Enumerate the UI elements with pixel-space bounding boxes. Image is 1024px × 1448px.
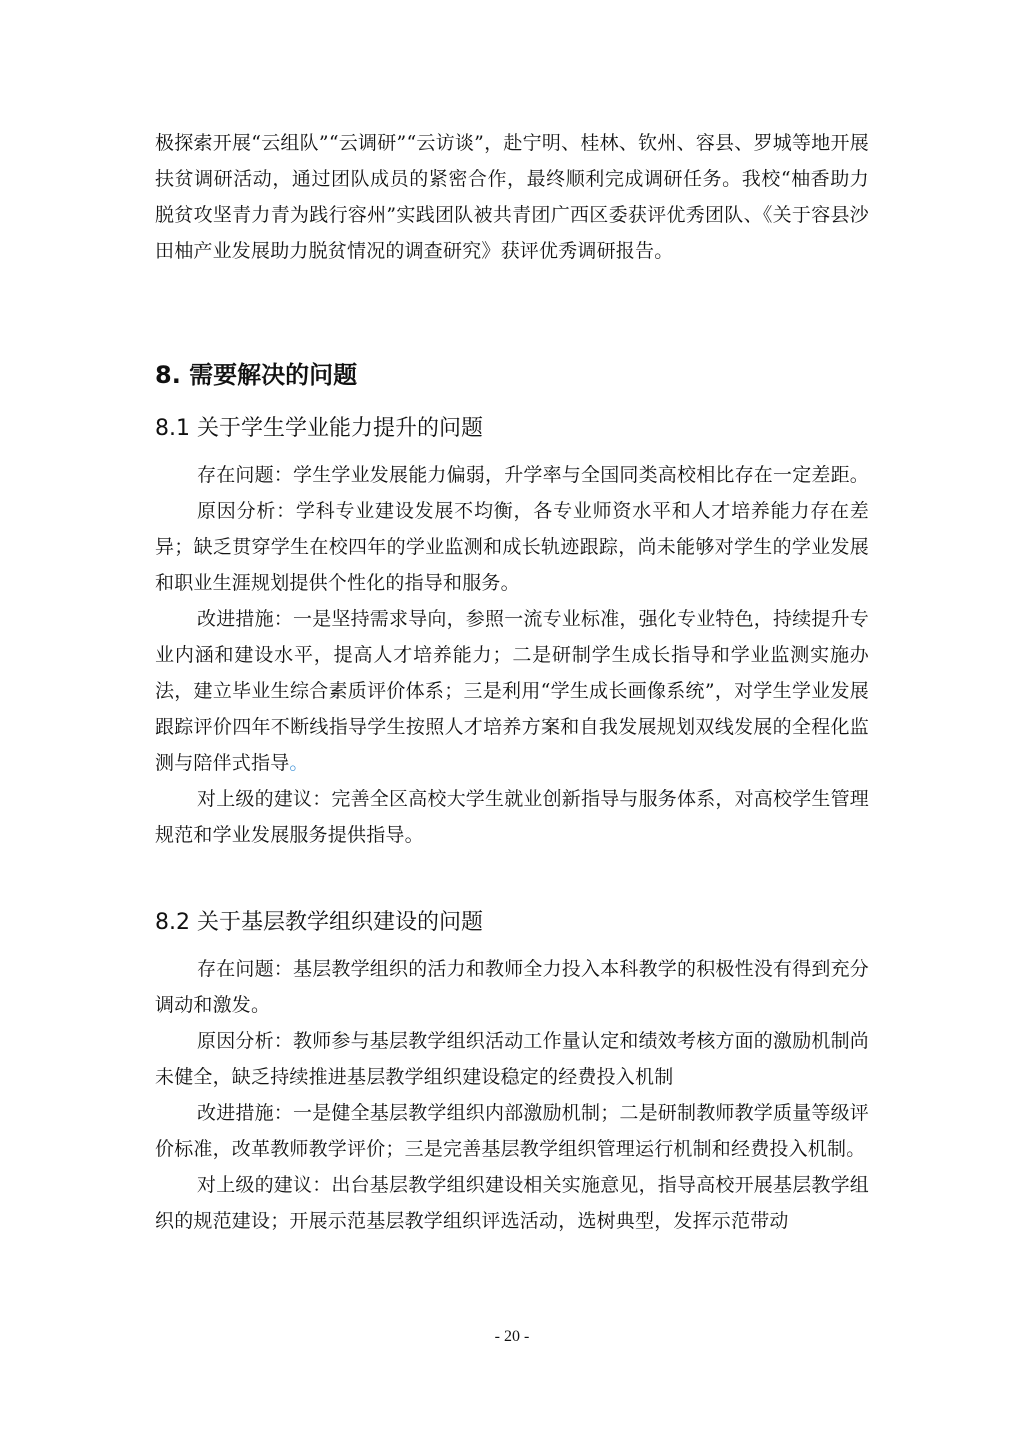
page-number: - 20 -: [494, 1328, 530, 1345]
section-8-1-measures-text: 改进措施：一是坚持需求导向，参照一流专业标准，强化专业特色，持续提升专业内涵和建设水平，提高人才培养能力；二是研制学生成长指导和学业监测实施办法，建立毕业生综合素质评价体系；三是利用“学生成长画像系统”，对学生学业发展跟踪评价四年不断线指导学生按照人才培养方案和自我发展规划双线发展的全程化监测与陪伴式指导: [155, 608, 870, 774]
page-content: [155, 125, 869, 1239]
section-8-2-heading: 8.2 关于基层教学组织建设的问题: [155, 910, 483, 935]
section-8-2-measures: 改进措施：一是健全基层教学组织内部激励机制；二是研制教师教学质量等级评价标准，改革教师教学评价；三是完善基层教学组织管理运行机制和经费投入机制。: [155, 1102, 870, 1160]
section-8-1-measures-end: 。: [289, 752, 309, 774]
section-8-heading: 8. 需要解决的问题: [155, 361, 358, 389]
section-spacer: [155, 853, 869, 905]
section-8-2-suggestion: 对上级的建议：出台基层教学组织建设相关实施意见，指导高校开展基层教学组织的规范建设；开展示范基层教学组织评选活动，选树典型，发挥示范带动: [155, 1174, 870, 1232]
section-8-2-analysis: 原因分析：教师参与基层教学组织活动工作量认定和绩效考核方面的激励机制尚未健全，缺乏持续推进基层教学组织建设稳定的经费投入机制: [155, 1030, 870, 1088]
section-8-1-suggestion: 对上级的建议：完善全区高校大学生就业创新指导与服务体系，对高校学生管理规范和学业发展服务提供指导。: [155, 788, 870, 846]
heading-spacer: [155, 941, 869, 951]
section-8-1-heading: 8.1 关于学生学业能力提升的问题: [155, 416, 483, 441]
section-8-1-analysis: 原因分析：学科专业建设发展不均衡，各专业师资水平和人才培养能力存在差异；缺乏贯穿学生在校四年的学业监测和成长轨迹跟踪，尚未能够对学生的学业发展和职业生涯规划提供个性化的指导和服务。: [155, 500, 869, 594]
section-8-1-measures: [155, 601, 869, 781]
section-8-2-problem: 存在问题：基层教学组织的活力和教师全力投入本科教学的积极性没有得到充分调动和激发。: [155, 958, 870, 1016]
intro-paragraph: 极探索开展“云组队”“云调研”“云访谈”，赴宁明、桂林、钦州、容县、罗城等地开展扶贫调研活动，通过团队成员的紧密合作，最终顺利完成调研任务。我校“柚香助力脱贫攻坚青力青为践行容州”实践团队被共青团广西区委获评优秀团队、《关于容县沙田柚产业发展助力脱贫情况的调查研究》获评优秀调研报告。: [155, 132, 869, 262]
section-spacer: [155, 269, 869, 357]
heading-spacer: [155, 447, 869, 457]
heading-spacer: [155, 393, 869, 411]
section-8-1-problem: 存在问题：学生学业发展能力偏弱，升学率与全国同类高校相比存在一定差距。: [197, 464, 870, 486]
